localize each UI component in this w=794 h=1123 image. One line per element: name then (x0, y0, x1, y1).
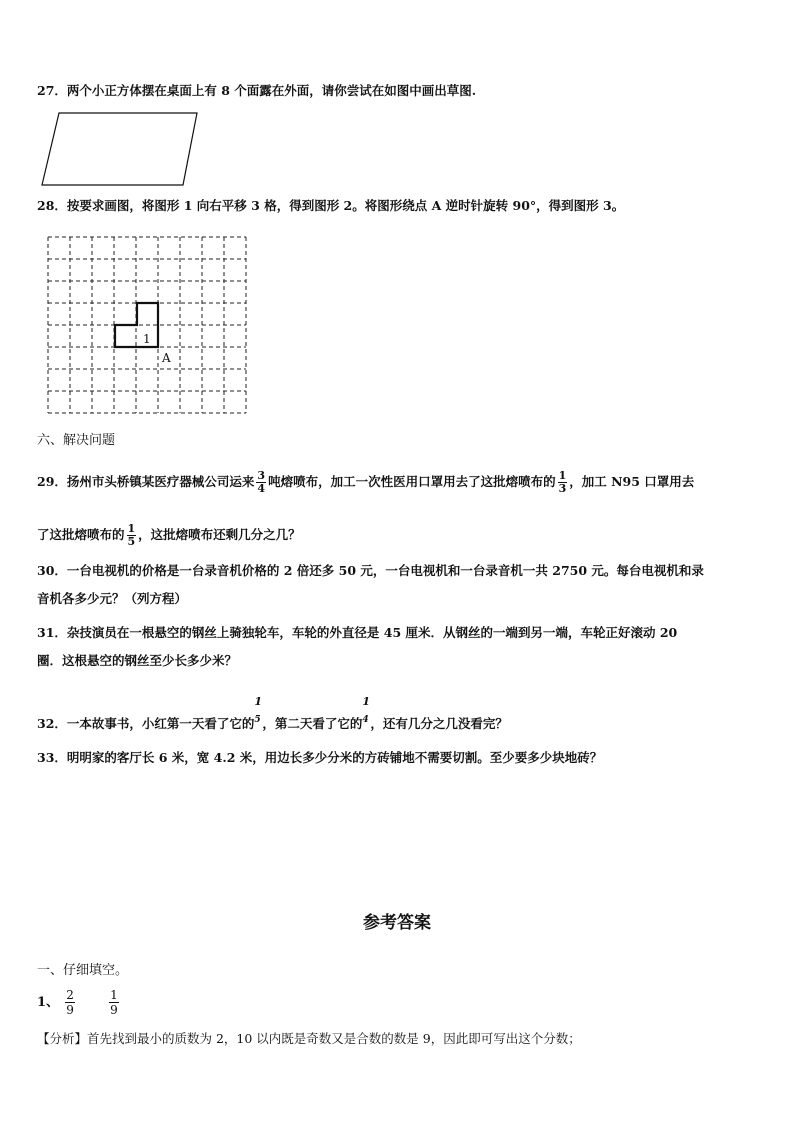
q32-text-a: 32．一本故事书，小红第一天看了它的 (37, 716, 255, 731)
grid-lines (48, 237, 246, 413)
answer-analysis: 【分析】首先找到最小的质数为 2，10 以内既是奇数又是合数的数是 9，因此即可写出这个分数； (37, 1031, 581, 1046)
fraction-1-3: $\frac{1}{3}$ (558, 469, 567, 495)
q29-text-e: ，这批熔喷布还剩几分之几？ (138, 527, 301, 542)
question-30-line1: 30．一台电视机的价格是一台录音机价格的 2 倍还多 50 元，一台电视机和一台录音机一共 2750 元。每台电视机和录 (37, 563, 704, 578)
answers-title: 参考答案 (363, 913, 431, 933)
shape-1-label: 1 (143, 332, 151, 346)
answer-fraction-1-9: $\frac{1}{9}$ (110, 988, 118, 1017)
question-29-line2 (37, 523, 301, 548)
question-28: 28．按要求画图，将图形 1 向右平移 3 格，得到图形 2。将图形绕点 A 逆时针旋转 90°，得到图形 3。 (37, 198, 625, 213)
question-31-line1: 31．杂技演员在一根悬空的钢丝上骑独轮车，车轮的外直径是 45 厘米．从钢丝的一端到另一端，车轮正好滚动 20 (37, 625, 678, 640)
answer-item-1 (37, 988, 121, 1017)
answer-fraction-2-9: $\frac{2}{9}$ (66, 988, 74, 1017)
shape-1-outline (115, 303, 158, 347)
point-a-label: A (162, 351, 171, 365)
answers-section-1: 一、仔细填空。 (37, 963, 129, 978)
parallelogram-figure (38, 110, 203, 190)
section-6-heading: 六、解决问题 (37, 433, 116, 448)
question-32 (37, 695, 508, 733)
fraction-3-4: $\frac{3}{4}$ (257, 469, 266, 495)
fraction-1-5: $\frac{1}{5}$ (127, 522, 136, 548)
q32-text-b: ，第二天看了它的 (262, 716, 363, 731)
question-33: 33．明明家的客厅长 6 米，宽 4.2 米，用边长多少分米的方砖铺地不需要切割。至少要多少块地砖？ (37, 750, 603, 765)
question-27: 27．两个小正方体摆在桌面上有 8 个面露在外面，请你尝试在如图中画出草图. (37, 83, 477, 98)
q29-text-b: 吨熔喷布，加工一次性医用口罩用去了这批熔喷布的 (268, 474, 556, 489)
q29-text-d: 了这批熔喷布的 (37, 527, 125, 542)
question-30-line2: 音机各多少元？（列方程） (37, 591, 188, 606)
q29-text-a: 29．扬州市头桥镇某医疗器械公司运来 (37, 474, 255, 489)
fraction-1-5-small: 1 5 (254, 695, 263, 725)
question-31-line2: 圈．这根悬空的钢丝至少长多少米？ (37, 653, 238, 668)
q29-text-c: ，加工 N95 口罩用去 (569, 474, 695, 489)
answer-item-1-index: 1、 (37, 995, 60, 1010)
fraction-1-4-small: 1 4 (362, 695, 371, 725)
dashed-grid-figure (44, 232, 254, 417)
question-29-line1 (37, 470, 694, 495)
q32-text-c: ，还有几分之几没看完？ (370, 716, 508, 731)
